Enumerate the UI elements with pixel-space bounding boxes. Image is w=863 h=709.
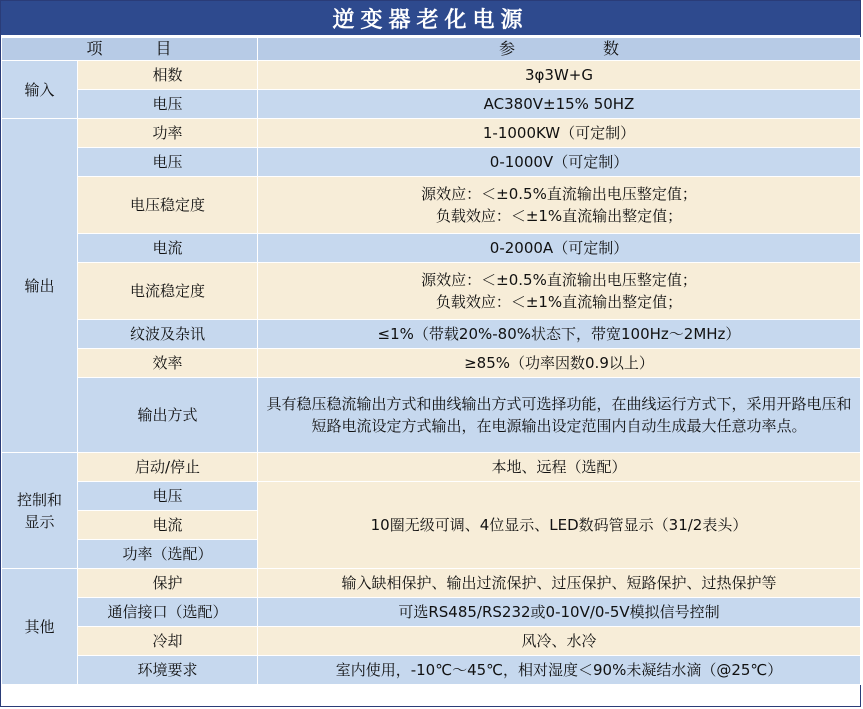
table-row [2,148,861,177]
row-value: ≤1%（带载20%-80%状态下，带宽100Hz～2MHz） [258,320,861,349]
header-item-char-2: 目 [155,39,173,58]
row-value: 0-2000A（可定制） [258,234,861,263]
table-row [2,569,861,598]
table-row [2,90,861,119]
item-column-header [2,38,258,61]
row-item: 效率 [78,349,258,378]
table-row [2,482,861,511]
header-param-char-2: 数 [603,39,620,58]
table-row [2,656,861,685]
table-row [2,378,861,453]
category-label-line: 控制和 [16,490,62,509]
row-item: 冷却 [78,627,258,656]
value-line: 负载效应：＜±1%直流输出整定值； [435,207,683,225]
row-value: 0-1000V（可定制） [258,148,861,177]
table-row [2,177,861,234]
table-row [2,263,861,320]
row-item: 电压 [78,482,258,511]
value-line: 源效应：＜±0.5%直流输出电压整定值； [421,271,697,289]
category-output: 输出 [2,119,78,453]
value-line: 源效应：＜±0.5%直流输出电压整定值； [421,185,697,203]
table-row [2,61,861,90]
spec-table [1,37,861,685]
row-item: 环境要求 [78,656,258,685]
row-item: 功率 [78,119,258,148]
category-control-display [2,453,78,569]
row-item: 启动/停止 [78,453,258,482]
header-param-char-1: 参 [498,39,515,58]
header-item-char-1: 项 [86,39,104,58]
row-item: 输出方式 [78,378,258,453]
row-item: 电压稳定度 [78,177,258,234]
row-item: 电流稳定度 [78,263,258,320]
row-item: 通信接口（选配） [78,598,258,627]
row-item: 电压 [78,148,258,177]
row-value-display: 10圈无级可调、4位显示、LED数码管显示（31/2表头） [258,482,861,569]
row-value: 3φ3W+G [258,61,861,90]
row-item: 纹波及杂讯 [78,320,258,349]
param-column-header [258,38,861,61]
row-value: 1-1000KW（可定制） [258,119,861,148]
row-value: 室内使用，-10℃～45℃，相对湿度＜90%未凝结水滴（@25℃） [258,656,861,685]
row-item: 相数 [78,61,258,90]
row-item: 保护 [78,569,258,598]
row-value-multiline [258,177,861,234]
table-row [2,627,861,656]
row-item: 电压 [78,90,258,119]
category-input: 输入 [2,61,78,119]
page-title: 逆变器老化电源 [1,1,860,37]
row-value: 具有稳压稳流输出方式和曲线输出方式可选择功能，在曲线运行方式下，采用开路电压和短路电流设定方式输出，在电源输出设定范围内自动生成最大任意功率点。 [258,378,861,453]
category-label-line: 显示 [24,512,55,531]
header-row [2,38,861,61]
row-value: AC380V±15% 50HZ [258,90,861,119]
category-other: 其他 [2,569,78,685]
table-row [2,119,861,148]
table-row [2,453,861,482]
row-value: 输入缺相保护、输出过流保护、过压保护、短路保护、过热保护等 [258,569,861,598]
row-value: ≥85%（功率因数0.9以上） [258,349,861,378]
row-value: 可选RS485/RS232或0-10V/0-5V模拟信号控制 [258,598,861,627]
table-row [2,234,861,263]
table-row [2,320,861,349]
table-row [2,349,861,378]
row-item: 电流 [78,511,258,540]
row-value: 风冷、水冷 [258,627,861,656]
value-line: 负载效应：＜±1%直流输出整定值； [435,293,683,311]
row-value: 本地、远程（选配） [258,453,861,482]
row-item: 功率（选配） [78,540,258,569]
table-row [2,598,861,627]
row-item: 电流 [78,234,258,263]
row-value-multiline [258,263,861,320]
